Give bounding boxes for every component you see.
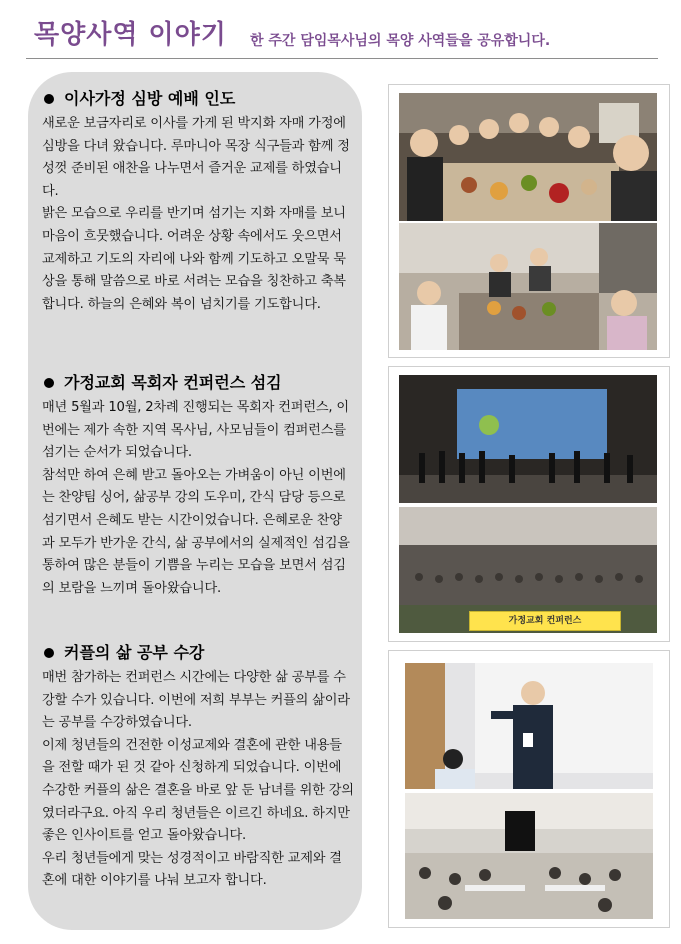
photo-dinner-table (399, 93, 657, 221)
section-conference (42, 370, 354, 600)
paragraph: 우리 청년들에게 맞는 성경적이고 바람직한 교제와 결혼에 대한 이야기를 나눠 보고자 합니다. (42, 850, 342, 889)
section-body (42, 667, 354, 893)
page-title: 목양사역 이야기 (34, 20, 227, 50)
paragraph: 새로운 보금자리로 이사를 가게 된 박지화 자매 가정에 심방을 다녀 왔습니다. 루마니아 목장 식구들과 함께 정성껏 준비된 애찬을 나누면서 즐거운 교제를 하였습니다. (42, 116, 350, 199)
section-title-text: 커플의 삶 공부 수강 (64, 643, 205, 662)
section-body (42, 113, 354, 316)
photo-gathering-room (399, 223, 657, 350)
paragraph: 매년 5월과 10월, 2차례 진행되는 목회자 컨퍼런스, 이번에는 제가 속한 지역 목사님, 사모님들이 컴퍼런스를 섬기는 순서가 되었습니다. (42, 400, 349, 461)
section-title (42, 640, 354, 663)
bullet-icon (44, 94, 54, 104)
photo-classroom (405, 793, 653, 919)
bullet-icon (44, 648, 54, 658)
photo-worship-stage (399, 375, 657, 503)
section-title-text: 가정교회 목회자 컨퍼런스 섬김 (64, 373, 282, 392)
page-subtitle: 한 주간 담임목사님의 목양 사역들을 공유합니다. (250, 33, 551, 49)
photo-frame-conference (388, 366, 670, 642)
paragraph: 이제 청년들의 건전한 이성교제와 결혼에 관한 내용들을 전할 때가 된 것 같아 신청하게 되었습니다. 이번에 수강한 커플의 삶은 결혼을 바로 앞 둔 남녀를 위한 강의였더라구요. 아직 우리 청년들은 이르긴 하네요. 하지만 좋은 인사이트를 얻고 돌아왔습니다. (42, 737, 354, 844)
photo-speaker (405, 663, 653, 789)
paragraph: 밝은 모습으로 우리를 반기며 섬기는 지화 자매를 보니 마음이 흐뭇했습니다. 어려운 상황 속에서도 웃으면서 교제하고 기도의 자리에 나와 함께 기도하고 오말묵 묵상을 통해 말씀으로 바로 서려는 모습을 칭찬하고 축복합니다. 하늘의 은혜와 복이 넘치기를 기도합니다. (42, 206, 346, 312)
section-body (42, 397, 354, 600)
page-header (0, 0, 681, 62)
paragraph: 매번 참가하는 컨퍼런스 시간에는 다양한 삶 공부를 수강할 수가 있습니다. 이번에 저희 부부는 커플의 삶이라는 공부를 수강하였습니다. (42, 670, 350, 731)
section-title (42, 86, 354, 109)
conference-banner (469, 611, 621, 631)
photo-frame-couple-study (388, 650, 670, 928)
section-home-visit (42, 86, 354, 316)
photo-frame-home-visit (388, 84, 670, 358)
section-title-text: 이사가정 심방 예배 인도 (64, 89, 236, 108)
conference-banner-text: 가정교회 컨퍼런스 (508, 616, 582, 626)
bullet-icon (44, 378, 54, 388)
header-divider (26, 58, 658, 59)
section-title (42, 370, 354, 393)
section-couple-study (42, 640, 354, 893)
paragraph: 참석만 하여 은혜 받고 돌아오는 가벼움이 아닌 이번에는 찬양팀 싱어, 삶공부 강의 도우미, 간식 담당 등으로 섬기면서 은혜도 받는 시간이었습니다. 은혜로운 찬양과 모두가 반가운 간식, 삶 공부에서의 실제적인 섬김을 통하여 많은 분들이 기쁨을 누리는 모습을 보면서 섬김의 보람을 느끼며 돌아왔습니다. (42, 467, 350, 596)
